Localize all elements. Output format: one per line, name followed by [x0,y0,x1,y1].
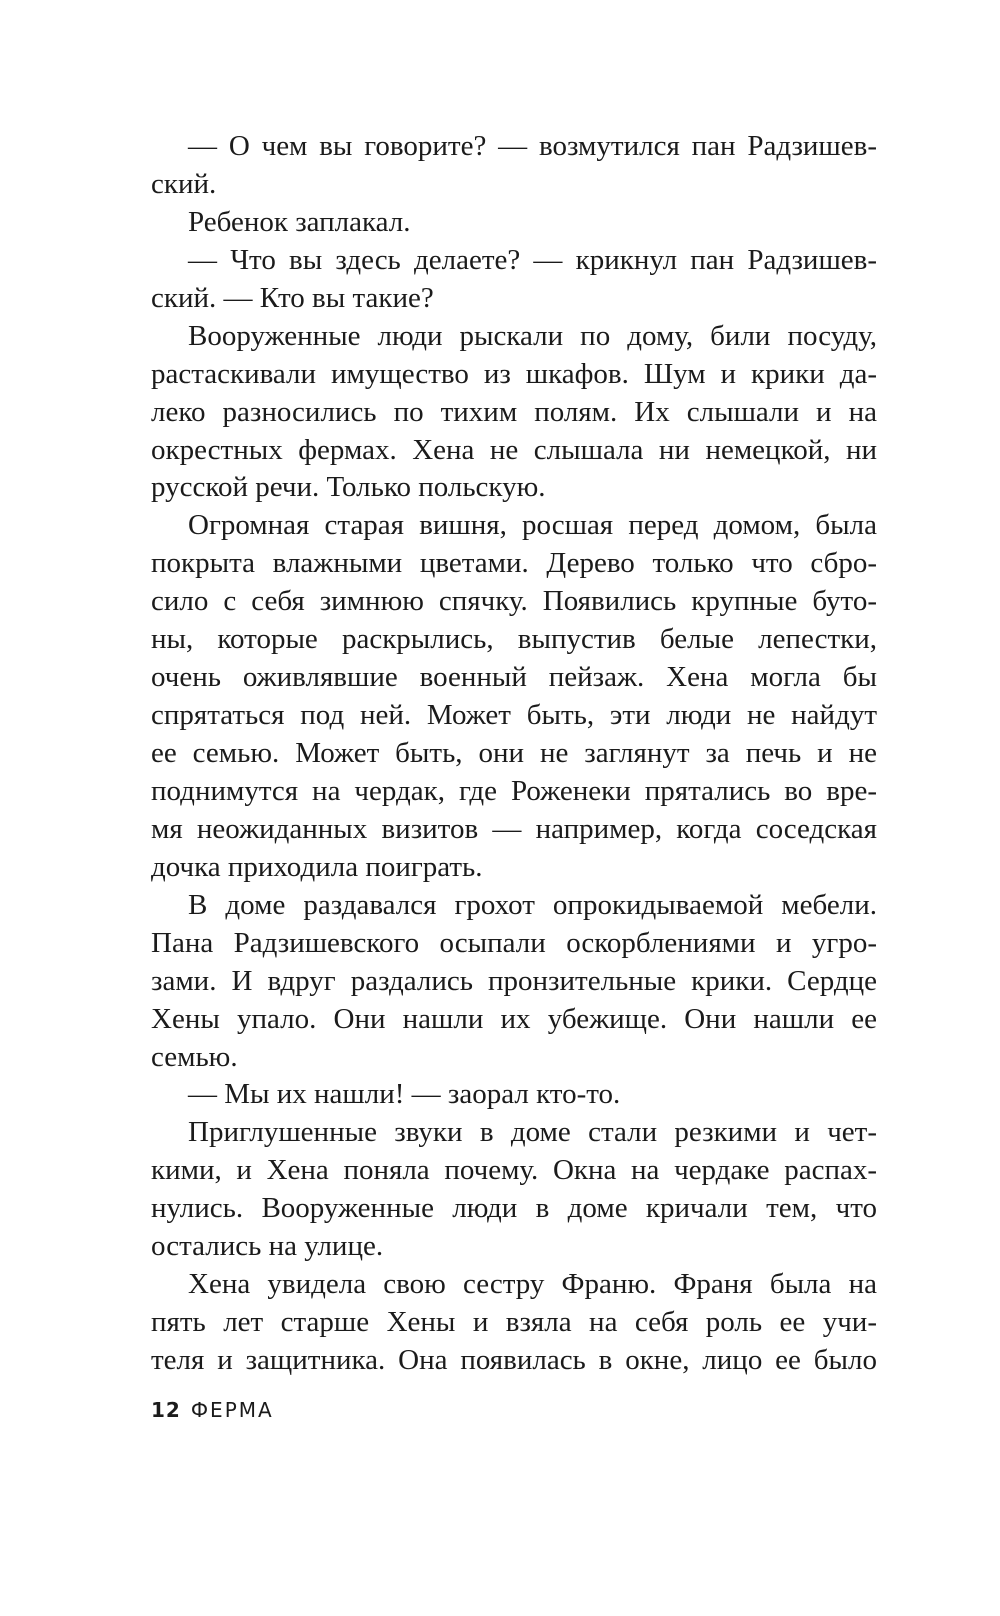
text-line: семью. [151,1040,238,1073]
text-line: — Что вы здесь делаете? — крикнул пан Радзишев- [188,243,877,276]
text-line: окрестных фермах. Хена не слышала ни немецкой, ни [151,433,877,466]
text-line: ее семью. Может быть, они не заглянут за печь и не [151,737,877,769]
body-text [151,128,877,1380]
text-line: спрятаться под ней. Может быть, эти люди не найдут [151,699,877,732]
text-line: ский. [151,167,217,200]
text-line: мя неожиданных визитов — например, когда соседская [151,812,877,845]
text-line: ский. — Кто вы такие? [151,281,434,314]
text-line: В доме раздавался грохот опрокидываемой мебели. [188,888,877,921]
text-line: русской речи. Только польскую. [151,471,546,504]
text-line: Огромная старая вишня, росшая перед домом, была [188,509,877,542]
text-line: остались на улице. [151,1230,384,1263]
text-line: зами. И вдруг раздались пронзительные крики. Сердце [151,964,877,997]
text-line: — О чем вы говорите? — возмутился пан Радзишев- [188,130,877,162]
text-line: Хены упало. Они нашли их убежище. Они нашли ее [151,1002,877,1035]
text-line: пять лет старше Хены и взяла на себя роль ее учи- [151,1306,877,1339]
page-number: 12 [151,1398,181,1422]
text-line: поднимутся на чердак, где Роженеки прятались во вре- [151,774,877,807]
text-line: Хена увидела свою сестру Франю. Франя была на [188,1268,877,1301]
text-line: дочка приходила поиграть. [151,850,483,883]
text-line: Ребенок заплакал. [188,205,411,238]
text-line: ны, которые раскрылись, выпустив белые лепестки, [151,623,877,656]
running-head: ФЕРМА [190,1398,274,1422]
text-line: покрыта влажными цветами. Дерево только что сбро- [151,547,877,580]
text-line: сило с себя зимнюю спячку. Появились крупные буто- [151,585,877,618]
text-line: Пана Радзишевского осыпали оскорблениями и угро- [151,926,877,959]
text-line: очень оживлявшие военный пейзаж. Хена могла бы [151,661,877,694]
text-line: растаскивали имущество из шкафов. Шум и крики да- [151,357,877,390]
text-line: Вооруженные люди рыскали по дому, били посуду, [188,319,877,352]
page-footer [151,1398,274,1422]
text-line: леко разносились по тихим полям. Их слышали и на [151,395,877,428]
text-line: кими, и Хена поняла почему. Окна на чердаке распах- [151,1154,877,1187]
text-line: нулись. Вооруженные люди в доме кричали тем, что [151,1192,877,1225]
text-line: теля и защитника. Она появилась в окне, лицо ее было [151,1344,877,1376]
text-line: Приглушенные звуки в доме стали резкими и чет- [188,1116,877,1149]
text-line: — Мы их нашли! — заорал кто-то. [188,1078,621,1111]
